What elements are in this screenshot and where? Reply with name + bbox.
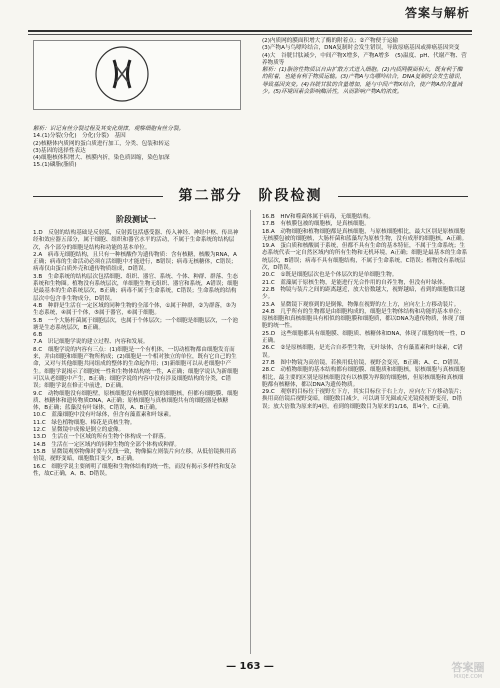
answer-line: 15.(1)磷脂(脂质) <box>33 162 77 169</box>
watermark-text: 答案圈 <box>451 661 485 674</box>
right-answers <box>262 214 468 411</box>
answer-line: (3)基因的选择性表达 <box>33 147 86 154</box>
answer-item: 12.C 显微镜中成像是倒立的虚像。 <box>33 427 125 434</box>
top-left-column <box>33 126 239 170</box>
left-answers <box>33 230 239 478</box>
answer-item: 28.C 动植物细胞的基本结构都有细胞膜、细胞质和细胞核，原核细胞与真核细胞相比，最主要的区别是原核细胞没有以核膜为界限的细胞核，但原核细胞和真核细胞都有核糖体，都以DNA为遗传物质。 <box>262 367 465 388</box>
answer-item: 9.C 动物细胞没有细胞壁，原核细胞没有核膜包被的细胞核，但都有细胞膜、细胞质、核糖体和遗传物质DNA，A正确；原核细胞与真核细胞共有的细胞器是核糖体，B正确；蓝藻没有叶绿体，C错误，A、B正确。 <box>33 390 239 412</box>
column-divider <box>250 210 251 654</box>
header-rule <box>28 30 472 32</box>
answer-item: 10.C 蓝藻细胞中没有叶绿体，但含有藻蓝素和叶绿素。 <box>33 412 175 419</box>
answer-item: 24.B 几乎所有的生物都是由细胞构成的，细胞是生物体结构和功能的基本单位；原核细胞和真核细胞具有相似的细胞膜和细胞质，都以DNA为遗传物质，体现了细胞的统一性。 <box>262 308 465 330</box>
explanation-text: 解析：(1)脂溶性物质以自由扩散方式进入细胞。(2)内质网膜面积大，既有利于酶的附着，也能有利于物质运输。(3)产物A与鸟嘌呤结合，DNA复制时会发生错误，导致基因突变。(4)谷胱甘肽的含量增加，能与中间产物X结合，使产物A的含量减少。(5)环境因素会影响酶活性，从而影响产物A的浓度。 <box>262 67 466 96</box>
answer-item: 29.C 观察的目标位于视野左下方，其实目标位于右上方，应向左下方移动装片；换用高倍镜后视野变暗，细胞数目减少，可以调节光圈或反光镜使视野变亮，D错误；放大倍数为原来的4倍，看到的细胞数目为原来的1/16，即4个，C正确。 <box>262 389 465 410</box>
page-number: — 163 — <box>226 661 274 672</box>
answer-item: 27.B 图中物镜为高倍镜，若换用低倍镜，视野会变亮，B正确；A、C、D错误。 <box>262 359 465 366</box>
answer-item: 23.A 显微镜下观察到的是倒像，物像在视野的左上方，应向左上方移动装片。 <box>262 301 460 308</box>
answer-item: 2.A 病毒无细胞结构，且只有一种核酸作为遗传物质：含有核糖，核酸为RNA，A正确；病毒的生命活动必须在活细胞中才能进行，B错误；病毒无核糖体，C错误；病毒仅由蛋白质外壳和遗传物质组成，D错误。 <box>33 251 237 273</box>
answer-item: 17.B 有核膜包被的细胞核，是真核细胞。 <box>262 221 370 228</box>
watermark-logo <box>442 662 494 684</box>
answer-line: (4)细胞核体积增大、核膜内折，染色质固缩，染色加深 <box>33 155 170 162</box>
section-header <box>33 188 468 204</box>
answer-item: 8.C 细胞学说的内容有三点：(1)细胞是一个有机体，一切动植物都由细胞发育而来，并由细胞和细胞产物所构成；(2)细胞是一个相对独立的单位，既有它自己的生命，又对与其他细胞共同组成的整体的生命起作用；(3)新细胞可以从老细胞中产生。细胞学说揭示了细胞统一性和生物体结构统一性，A正确；细胞学说认为新细胞可以从老细胞中产生，B正确；细胞学说的内容中没有涉及细胞结构的分类，C错误；细胞学说在修正中前进，D正确。 <box>33 346 239 390</box>
answer-item: 18.A 动物细胞和植物细胞都是真核细胞，与原核细胞相比，最大区别是原核细胞无核膜包被的细胞核，大肠杆菌和蓝藻均为原核生物，没有成形的细胞核，A正确。 <box>262 228 468 242</box>
answer-item: 22.B 物镜与装片之间的距离越近，放大倍数越大，视野越暗，看到的细胞数目越少。 <box>262 286 465 301</box>
answer-item: 14.B 生活在一定区域内的同种生物的全部个体构成种群。 <box>33 441 180 448</box>
answer-item: 16.B HIV和噬菌体属于病毒，无细胞结构。 <box>262 214 374 220</box>
watermark-url: MXQE.COM <box>453 674 483 680</box>
header-title: 答案与解析 <box>404 6 470 20</box>
test-title: 阶段测试一 <box>116 215 156 224</box>
answer-item: 26.C ②是原核细胞，是光合自养型生物，无叶绿体，含有藻蓝素和叶绿素，C错误。 <box>262 345 463 359</box>
top-right-column <box>262 38 468 96</box>
header-rule-thin <box>28 34 472 35</box>
answer-item: 3.B 生命系统的结构层次包括细胞、组织、器官、系统、个体、种群、群落、生态系统和生物圈。植物没有系统层次，单细胞生物无组织、器官和系统，A错误；细胞是最基本的生命系统层次，B正确；病毒不属于生命系统，C错误；生命系统的结构层次中包含非生物成分，D错误。 <box>33 273 239 302</box>
answer-item: 20.C ①既是细胞层次也是个体层次的是单细胞生物。 <box>262 272 398 279</box>
chromosome-figure <box>92 44 152 104</box>
answer-item: 5.B 一个大肠杆菌属于细胞层次，也属于个体层次；一个细胞是细胞层次，一个池塘是生态系统层次，B正确。 <box>33 317 238 331</box>
explanation-text: 解析：识记有丝分裂过程及其变化规律，观察细胞有丝分裂。 <box>33 126 185 132</box>
answer-item: 15.B 显微镜观察物像时要与光线一致，物像偏左则装片向左移，从低倍镜换用高倍镜，视野变暗，细胞数目变少，B正确。 <box>33 448 236 463</box>
answer-line: (4)大 谷胱甘肽减少，中间产物X增多，产物A增多 (5)温度、pH、代谢产物、营养物质等 <box>262 52 467 66</box>
answer-item: 25.D 这些细胞都具有细胞膜、细胞质、核糖体和DNA，体现了细胞的统一性，D正确。 <box>262 330 466 345</box>
answer-item: 11.C 绿色植物细胞、棉花是真核生物。 <box>33 419 136 426</box>
answer-item: 21.C 蓝藻属于原核生物，是能进行光合作用的自养生物，但没有叶绿体。 <box>262 279 449 286</box>
answer-item: 19.A 蛋白质和核酸属于系统，但都不具有生命的基本特征，不属于生命系统；生态系统代表一定自然区域内的所有生物和无机环境，A正确；细胞是最基本的生命系统层次，B错误；病毒不具有细胞结构，不属于生命系统，C错误；植物没有系统层次，D错误。 <box>262 243 468 272</box>
section-title: 第二部分 阶段检测 <box>178 188 323 204</box>
answer-item: 13.D 生活在一个区域的所有生物个体构成一个群落。 <box>33 434 170 441</box>
answer-item: 16.C 细胞学说主要阐明了细胞和生物体结构的统一性，而没有揭示多样性和复杂性，故C正确，A、B、D错误。 <box>33 463 236 477</box>
answer-line: (2)内质网的膜面积增大了酶的附着点；②产物便于运输 <box>262 38 399 44</box>
answer-item: 1.D 反射的结构基础是反射弧，反射弧包括感受器、传入神经、神经中枢、传出神经和效应器五部分，属于细胞、组织和器官水平的活动，不属于生命系统的结构层次，各个部分的细胞是结构和功能的基本单位。 <box>33 230 239 251</box>
answer-item: 7.A 识记细胞学说的建立过程、内容和发展。 <box>33 339 149 346</box>
answer-line: (2)核糖体内质网的蛋白质进行加工，分类、包装和转运 <box>33 140 170 147</box>
answer-line: 14.(1)分裂(分化) 分化(分裂) 基因 <box>33 133 126 140</box>
answer-item: 4.B 种群是生活在一定区域的同种生物的全部个体，①属于种群，②为群落，③为生态系统，④属于个体，⑤属于器官，⑥属于细胞。 <box>33 302 237 317</box>
answer-line: (3)产物A与鸟嘌呤结合，DNA复制时会发生错误，导致原癌基因或抑癌基因突变 <box>262 45 460 52</box>
answer-item: 6.B <box>33 332 43 339</box>
